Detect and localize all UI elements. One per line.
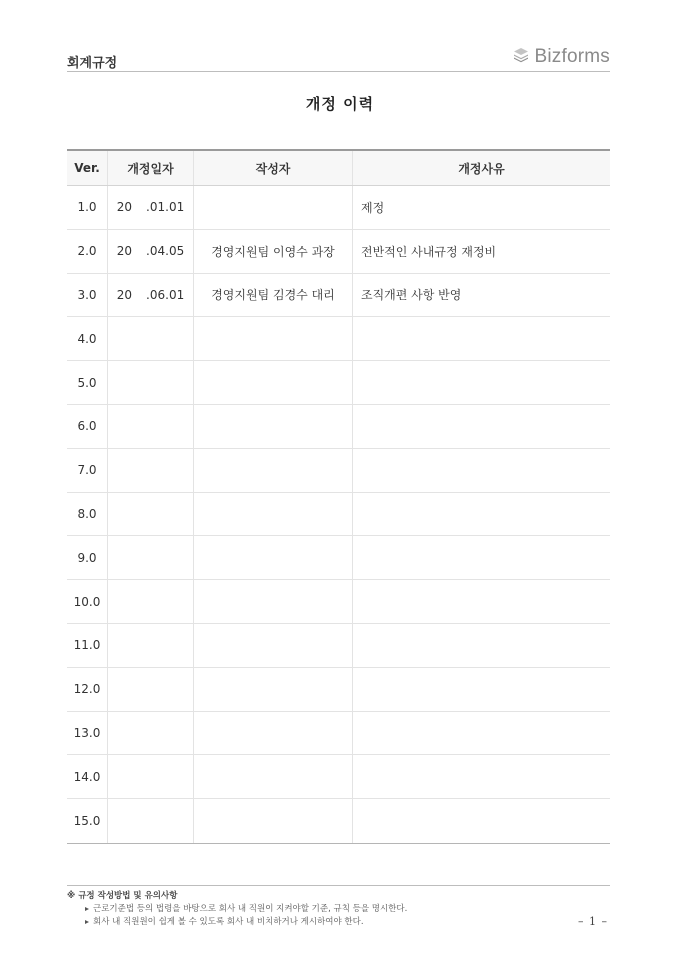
reason-cell bbox=[352, 449, 610, 492]
table-row bbox=[67, 405, 610, 449]
version-cell: 6.0 bbox=[77, 419, 97, 434]
version-cell: 3.0 bbox=[77, 287, 97, 302]
date-cell bbox=[107, 274, 193, 317]
reason-cell bbox=[352, 799, 610, 843]
table-row bbox=[67, 361, 610, 405]
reason-cell: 조직개편 사항 반영 bbox=[352, 274, 610, 317]
date-cell bbox=[107, 405, 193, 448]
date-cell bbox=[107, 712, 193, 755]
date-month-day: .01.01 bbox=[146, 200, 185, 215]
table-row bbox=[67, 668, 610, 712]
date-cell bbox=[107, 361, 193, 404]
reason-cell: 전반적인 사내규정 재정비 bbox=[352, 230, 610, 273]
reason-cell bbox=[352, 405, 610, 448]
note-text: 회사 내 직원원이 쉽게 볼 수 있도록 회사 내 비치하거나 게시하여야 한다. bbox=[93, 916, 364, 927]
author-cell bbox=[193, 755, 352, 798]
column-header-author: 작성자 bbox=[193, 151, 352, 185]
triangle-bullet-icon bbox=[85, 920, 89, 924]
table-header-row bbox=[67, 151, 610, 186]
table-row bbox=[67, 449, 610, 493]
table-row bbox=[67, 755, 610, 799]
document-category: 회계규정 bbox=[67, 56, 118, 71]
table-body bbox=[67, 186, 610, 843]
version-cell: 7.0 bbox=[77, 463, 97, 478]
table-row bbox=[67, 230, 610, 274]
triangle-bullet-icon bbox=[85, 907, 89, 911]
date-cell bbox=[107, 317, 193, 360]
author-cell bbox=[193, 536, 352, 579]
author-cell: 경영지원팀 이영수 과장 bbox=[193, 230, 352, 273]
table-row bbox=[67, 580, 610, 624]
table-row bbox=[67, 493, 610, 537]
date-year-prefix: 20 bbox=[116, 200, 133, 215]
reason-cell bbox=[352, 624, 610, 667]
author-cell bbox=[193, 186, 352, 229]
date-cell bbox=[107, 799, 193, 843]
version-cell: 1.0 bbox=[77, 200, 97, 215]
brand-logo bbox=[512, 46, 611, 68]
table-row bbox=[67, 712, 610, 756]
date-cell bbox=[107, 580, 193, 623]
date-cell bbox=[107, 449, 193, 492]
date-month-day: .06.01 bbox=[146, 287, 185, 302]
page-number: – 1 – bbox=[578, 915, 608, 928]
reason-cell bbox=[352, 317, 610, 360]
date-year-prefix: 20 bbox=[116, 244, 133, 259]
reason-cell bbox=[352, 755, 610, 798]
page-header bbox=[67, 44, 610, 72]
version-cell: 13.0 bbox=[73, 725, 101, 740]
version-cell: 15.0 bbox=[73, 814, 101, 829]
layers-icon bbox=[512, 46, 530, 68]
version-cell: 5.0 bbox=[77, 375, 97, 390]
author-cell bbox=[193, 624, 352, 667]
version-cell: 2.0 bbox=[77, 244, 97, 259]
revision-history-table bbox=[67, 149, 610, 844]
table-row bbox=[67, 536, 610, 580]
reason-cell bbox=[352, 361, 610, 404]
author-cell bbox=[193, 361, 352, 404]
date-cell bbox=[107, 230, 193, 273]
date-month-day: .04.05 bbox=[146, 244, 185, 259]
author-cell: 경영지원팀 김경수 대리 bbox=[193, 274, 352, 317]
column-header-date: 개정일자 bbox=[107, 151, 193, 185]
date-cell bbox=[107, 493, 193, 536]
column-header-version: Ver. bbox=[74, 161, 100, 175]
version-cell: 9.0 bbox=[77, 550, 97, 565]
author-cell bbox=[193, 405, 352, 448]
version-cell: 8.0 bbox=[77, 506, 97, 521]
notes-title: ※ 규정 작성방법 및 유의사항 bbox=[67, 891, 178, 901]
reason-cell bbox=[352, 536, 610, 579]
author-cell bbox=[193, 668, 352, 711]
note-text: 근로기준법 등의 법령을 바탕으로 회사 내 직원이 지켜야할 기준, 규칙 등을 명시한다. bbox=[93, 904, 408, 914]
reason-cell bbox=[352, 668, 610, 711]
date-year-prefix: 20 bbox=[116, 287, 133, 302]
brand-name: Bizforms bbox=[534, 46, 610, 67]
author-cell bbox=[193, 317, 352, 360]
note-item bbox=[67, 903, 610, 916]
version-cell: 11.0 bbox=[73, 638, 101, 653]
date-cell bbox=[107, 624, 193, 667]
date-cell bbox=[107, 755, 193, 798]
table-row bbox=[67, 799, 610, 843]
page-title: 개정 이력 bbox=[305, 95, 375, 113]
version-cell: 10.0 bbox=[73, 594, 101, 609]
author-cell bbox=[193, 449, 352, 492]
date-cell bbox=[107, 668, 193, 711]
author-cell bbox=[193, 493, 352, 536]
reason-cell bbox=[352, 580, 610, 623]
table-row bbox=[67, 317, 610, 361]
author-cell bbox=[193, 580, 352, 623]
date-cell bbox=[107, 186, 193, 229]
notes-section bbox=[67, 885, 610, 928]
column-header-reason: 개정사유 bbox=[352, 151, 610, 185]
reason-cell: 제정 bbox=[352, 186, 610, 229]
version-cell: 14.0 bbox=[73, 769, 101, 784]
reason-cell bbox=[352, 493, 610, 536]
note-item bbox=[67, 916, 610, 929]
version-cell: 4.0 bbox=[77, 331, 97, 346]
author-cell bbox=[193, 712, 352, 755]
version-cell: 12.0 bbox=[73, 682, 101, 697]
author-cell bbox=[193, 799, 352, 843]
table-row bbox=[67, 186, 610, 230]
date-cell bbox=[107, 536, 193, 579]
table-row bbox=[67, 274, 610, 318]
reason-cell bbox=[352, 712, 610, 755]
table-row bbox=[67, 624, 610, 668]
